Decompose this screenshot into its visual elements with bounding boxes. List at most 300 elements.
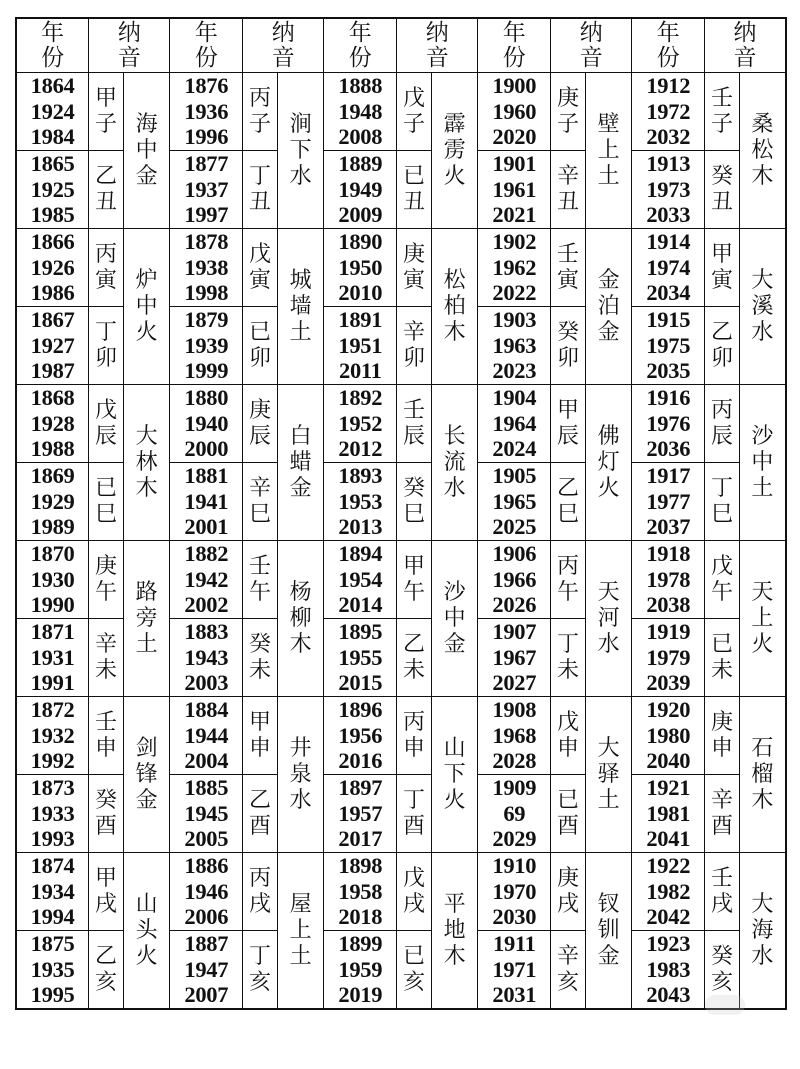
char: 壬: [402, 397, 425, 423]
year-cell: 1920 1980 2040: [632, 697, 705, 775]
char: 巳: [402, 501, 425, 527]
char: 寅: [95, 267, 118, 293]
header-year: 年 份: [632, 18, 705, 73]
char: 辰: [710, 423, 733, 449]
year-cell: 1872 1932 1992: [16, 697, 89, 775]
ganzhi-cell: [243, 931, 278, 1010]
year-cell: 1895 1955 2015: [324, 619, 397, 697]
char: 壬: [710, 85, 733, 111]
char: 泉: [289, 761, 312, 787]
year-cell: 1906 1966 2026: [478, 541, 551, 619]
char: 戊: [710, 553, 733, 579]
ganzhi-cell: [551, 619, 586, 697]
char: 金: [597, 319, 620, 345]
year-cell: 1912 1972 2032: [632, 73, 705, 151]
char: 天: [597, 579, 620, 605]
char: 钏: [597, 917, 620, 943]
char: 土: [289, 943, 312, 969]
char: 水: [597, 631, 620, 657]
char: 辛: [710, 787, 733, 813]
ganzhi-cell: [243, 775, 278, 853]
ganzhi-cell: [89, 619, 124, 697]
nayin-cell: [431, 541, 478, 697]
char: 火: [443, 163, 466, 189]
ganzhi-cell: [705, 307, 740, 385]
nayin-cell: [431, 385, 478, 541]
char: 地: [443, 917, 466, 943]
char: 丙: [248, 865, 271, 891]
char: 寅: [556, 267, 579, 293]
char: 未: [710, 657, 733, 683]
ganzhi-cell: [397, 151, 432, 229]
ganzhi-cell: [243, 619, 278, 697]
char: 庚: [95, 553, 118, 579]
char: 酉: [402, 813, 425, 839]
year-cell: 1922 1982 2042: [632, 853, 705, 931]
char: 丑: [402, 189, 425, 215]
char: 辰: [402, 423, 425, 449]
year-cell: 1900 1960 2020: [478, 73, 551, 151]
header-nayin: 纳 音: [89, 18, 170, 73]
ganzhi-cell: [551, 931, 586, 1010]
char: 已: [248, 319, 271, 345]
nayin-cell: [739, 229, 786, 385]
ganzhi-cell: [551, 385, 586, 463]
ganzhi-cell: [89, 463, 124, 541]
header-year: 年 份: [324, 18, 397, 73]
header-year: 年 份: [478, 18, 551, 73]
char: 戊: [402, 865, 425, 891]
char: 土: [751, 475, 774, 501]
char: 大: [135, 423, 158, 449]
char: 头: [135, 917, 158, 943]
char: 丙: [402, 709, 425, 735]
nayin-cell: [277, 229, 324, 385]
char: 壬: [710, 865, 733, 891]
char: 庚: [710, 709, 733, 735]
header-nayin: 纳 音: [705, 18, 786, 73]
year-cell: 1890 1950 2010: [324, 229, 397, 307]
char: 甲: [95, 865, 118, 891]
char: 木: [135, 475, 158, 501]
year-cell: 1905 1965 2025: [478, 463, 551, 541]
year-cell: 1879 1939 1999: [170, 307, 243, 385]
char: 子: [556, 111, 579, 137]
char: 戊: [556, 709, 579, 735]
nayin-year-table: [15, 17, 787, 1010]
year-cell: 1870 1930 1990: [16, 541, 89, 619]
nayin-cell: [585, 385, 632, 541]
char: 午: [248, 579, 271, 605]
ganzhi-cell: [243, 463, 278, 541]
char: 辛: [556, 163, 579, 189]
char: 沙: [751, 423, 774, 449]
char: 辛: [95, 631, 118, 657]
char: 海: [135, 111, 158, 137]
char: 戌: [710, 891, 733, 917]
nayin-cell: [123, 541, 170, 697]
ganzhi-cell: [397, 73, 432, 151]
year-cell: 1901 1961 2021: [478, 151, 551, 229]
table-row: [16, 229, 786, 307]
char: 水: [289, 163, 312, 189]
char: 卯: [95, 345, 118, 371]
char: 下: [289, 137, 312, 163]
ganzhi-cell: [551, 775, 586, 853]
ganzhi-cell: [89, 73, 124, 151]
char: 申: [402, 735, 425, 761]
char: 癸: [248, 631, 271, 657]
char: 丁: [402, 787, 425, 813]
char: 中: [135, 137, 158, 163]
char: 柳: [289, 605, 312, 631]
char: 庚: [556, 85, 579, 111]
char: 壬: [556, 241, 579, 267]
nayin-cell: [739, 385, 786, 541]
char: 乙: [556, 475, 579, 501]
char: 巳: [248, 501, 271, 527]
char: 水: [443, 475, 466, 501]
year-cell: 1904 1964 2024: [478, 385, 551, 463]
char: 已: [402, 943, 425, 969]
year-cell: 1893 1953 2013: [324, 463, 397, 541]
ganzhi-cell: [551, 853, 586, 931]
char: 亥: [248, 969, 271, 995]
char: 长: [443, 423, 466, 449]
year-cell: 1898 1958 2018: [324, 853, 397, 931]
char: 丑: [248, 189, 271, 215]
char: 平: [443, 891, 466, 917]
header-nayin: 纳 音: [397, 18, 478, 73]
year-cell: 1880 1940 2000: [170, 385, 243, 463]
char: 土: [289, 319, 312, 345]
table-row: [16, 541, 786, 619]
char: 戊: [95, 397, 118, 423]
year-cell: 1877 1937 1997: [170, 151, 243, 229]
ganzhi-cell: [397, 853, 432, 931]
char: 石: [751, 735, 774, 761]
char: 火: [751, 631, 774, 657]
watermark-badge: [705, 995, 745, 1015]
char: 大: [751, 891, 774, 917]
ganzhi-cell: [397, 307, 432, 385]
year-cell: 1907 1967 2027: [478, 619, 551, 697]
year-cell: 1867 1927 1987: [16, 307, 89, 385]
year-cell: 1884 1944 2004: [170, 697, 243, 775]
char: 土: [597, 787, 620, 813]
char: 中: [135, 293, 158, 319]
char: 山: [443, 735, 466, 761]
year-cell: 1919 1979 2039: [632, 619, 705, 697]
char: 丁: [248, 943, 271, 969]
char: 戊: [248, 241, 271, 267]
year-cell: 1910 1970 2030: [478, 853, 551, 931]
char: 剑: [135, 735, 158, 761]
char: 辛: [248, 475, 271, 501]
ganzhi-cell: [551, 229, 586, 307]
char: 癸: [710, 943, 733, 969]
char: 水: [289, 787, 312, 813]
char: 木: [751, 787, 774, 813]
char: 寅: [402, 267, 425, 293]
char: 城: [289, 267, 312, 293]
char: 辰: [95, 423, 118, 449]
ganzhi-cell: [89, 541, 124, 619]
char: 火: [135, 943, 158, 969]
char: 午: [95, 579, 118, 605]
char: 井: [289, 735, 312, 761]
year-cell: 1911 1971 2031: [478, 931, 551, 1010]
ganzhi-cell: [705, 619, 740, 697]
char: 中: [443, 605, 466, 631]
char: 巳: [556, 501, 579, 527]
ganzhi-cell: [551, 73, 586, 151]
char: 午: [402, 579, 425, 605]
char: 下: [443, 761, 466, 787]
year-cell: 1891 1951 2011: [324, 307, 397, 385]
ganzhi-cell: [89, 931, 124, 1010]
table-row: [16, 697, 786, 775]
year-cell: 1921 1981 2041: [632, 775, 705, 853]
nayin-cell: [277, 697, 324, 853]
char: 炉: [135, 267, 158, 293]
year-cell: 1887 1947 2007: [170, 931, 243, 1010]
char: 涧: [289, 111, 312, 137]
char: 金: [597, 943, 620, 969]
char: 辰: [248, 423, 271, 449]
char: 杨: [289, 579, 312, 605]
char: 癸: [710, 163, 733, 189]
char: 寅: [248, 267, 271, 293]
char: 酉: [556, 813, 579, 839]
char: 大: [597, 735, 620, 761]
char: 乙: [402, 631, 425, 657]
year-cell: 1866 1926 1986: [16, 229, 89, 307]
char: 流: [443, 449, 466, 475]
year-cell: 1923 1983 2043: [632, 931, 705, 1010]
char: 亥: [710, 969, 733, 995]
char: 丙: [556, 553, 579, 579]
char: 上: [751, 605, 774, 631]
year-cell: 1865 1925 1985: [16, 151, 89, 229]
char: 锋: [135, 761, 158, 787]
year-cell: 1915 1975 2035: [632, 307, 705, 385]
nayin-cell: [123, 229, 170, 385]
table-row: [16, 73, 786, 151]
char: 佛: [597, 423, 620, 449]
char: 辰: [556, 423, 579, 449]
char: 酉: [95, 813, 118, 839]
ganzhi-cell: [551, 697, 586, 775]
char: 乙: [248, 787, 271, 813]
char: 溪: [751, 293, 774, 319]
ganzhi-cell: [705, 73, 740, 151]
char: 乙: [95, 163, 118, 189]
char: 壬: [248, 553, 271, 579]
char: 林: [135, 449, 158, 475]
year-cell: 1885 1945 2005: [170, 775, 243, 853]
char: 河: [597, 605, 620, 631]
char: 甲: [402, 553, 425, 579]
char: 辛: [556, 943, 579, 969]
table-row: [16, 385, 786, 463]
char: 甲: [710, 241, 733, 267]
char: 金: [135, 163, 158, 189]
ganzhi-cell: [551, 307, 586, 385]
nayin-cell: [739, 853, 786, 1010]
year-cell: 1883 1943 2003: [170, 619, 243, 697]
char: 丙: [95, 241, 118, 267]
year-cell: 1913 1973 2033: [632, 151, 705, 229]
char: 酉: [710, 813, 733, 839]
char: 戌: [248, 891, 271, 917]
year-cell: 1916 1976 2036: [632, 385, 705, 463]
year-cell: 1876 1936 1996: [170, 73, 243, 151]
year-cell: 1896 1956 2016: [324, 697, 397, 775]
year-cell: 1897 1957 2017: [324, 775, 397, 853]
ganzhi-cell: [397, 619, 432, 697]
char: 午: [556, 579, 579, 605]
char: 松: [751, 137, 774, 163]
char: 子: [95, 111, 118, 137]
char: 金: [135, 787, 158, 813]
char: 卯: [402, 345, 425, 371]
year-cell: 1888 1948 2008: [324, 73, 397, 151]
ganzhi-cell: [705, 229, 740, 307]
char: 木: [443, 943, 466, 969]
char: 卯: [556, 345, 579, 371]
nayin-cell: [585, 697, 632, 853]
char: 亥: [402, 969, 425, 995]
year-cell: 1909 69 2029: [478, 775, 551, 853]
char: 火: [597, 475, 620, 501]
year-cell: 1892 1952 2012: [324, 385, 397, 463]
ganzhi-cell: [551, 151, 586, 229]
char: 庚: [402, 241, 425, 267]
header-row: [16, 18, 786, 73]
ganzhi-cell: [397, 229, 432, 307]
year-cell: 1875 1935 1995: [16, 931, 89, 1010]
nayin-cell: [277, 385, 324, 541]
char: 木: [443, 319, 466, 345]
year-cell: 1917 1977 2037: [632, 463, 705, 541]
char: 午: [710, 579, 733, 605]
char: 驿: [597, 761, 620, 787]
char: 金: [289, 475, 312, 501]
char: 丁: [248, 163, 271, 189]
char: 山: [135, 891, 158, 917]
char: 巳: [710, 501, 733, 527]
char: 子: [248, 111, 271, 137]
nayin-cell: [739, 697, 786, 853]
char: 壬: [95, 709, 118, 735]
ganzhi-cell: [243, 697, 278, 775]
char: 丑: [710, 189, 733, 215]
char: 霹: [443, 111, 466, 137]
ganzhi-cell: [89, 853, 124, 931]
char: 柏: [443, 293, 466, 319]
year-cell: 1899 1959 2019: [324, 931, 397, 1010]
char: 钗: [597, 891, 620, 917]
ganzhi-cell: [705, 385, 740, 463]
year-cell: 1871 1931 1991: [16, 619, 89, 697]
ganzhi-cell: [243, 229, 278, 307]
char: 沙: [443, 579, 466, 605]
char: 蜡: [289, 449, 312, 475]
year-cell: 1873 1933 1993: [16, 775, 89, 853]
char: 屋: [289, 891, 312, 917]
char: 旁: [135, 605, 158, 631]
char: 木: [751, 163, 774, 189]
char: 戌: [95, 891, 118, 917]
char: 未: [402, 657, 425, 683]
char: 路: [135, 579, 158, 605]
header-nayin: 纳 音: [551, 18, 632, 73]
char: 甲: [556, 397, 579, 423]
char: 中: [751, 449, 774, 475]
header-nayin: 纳 音: [243, 18, 324, 73]
nayin-cell: [431, 229, 478, 385]
char: 丑: [95, 189, 118, 215]
ganzhi-cell: [397, 541, 432, 619]
header-year: 年 份: [170, 18, 243, 73]
char: 未: [556, 657, 579, 683]
char: 榴: [751, 761, 774, 787]
nayin-cell: [277, 541, 324, 697]
ganzhi-cell: [705, 853, 740, 931]
char: 亥: [95, 969, 118, 995]
char: 木: [289, 631, 312, 657]
char: 戌: [402, 891, 425, 917]
char: 丁: [556, 631, 579, 657]
ganzhi-cell: [705, 151, 740, 229]
ganzhi-cell: [397, 775, 432, 853]
char: 灯: [597, 449, 620, 475]
ganzhi-cell: [89, 307, 124, 385]
char: 土: [597, 163, 620, 189]
char: 癸: [556, 319, 579, 345]
ganzhi-cell: [89, 697, 124, 775]
char: 亥: [556, 969, 579, 995]
ganzhi-cell: [243, 853, 278, 931]
char: 丙: [248, 85, 271, 111]
char: 上: [597, 137, 620, 163]
table-row: [16, 853, 786, 931]
char: 戌: [556, 891, 579, 917]
char: 已: [556, 787, 579, 813]
year-cell: 1889 1949 2009: [324, 151, 397, 229]
char: 未: [95, 657, 118, 683]
ganzhi-cell: [89, 775, 124, 853]
ganzhi-cell: [551, 541, 586, 619]
char: 申: [248, 735, 271, 761]
char: 水: [751, 943, 774, 969]
char: 白: [289, 423, 312, 449]
nayin-cell: [585, 73, 632, 229]
year-cell: 1903 1963 2023: [478, 307, 551, 385]
char: 申: [95, 735, 118, 761]
ganzhi-cell: [705, 697, 740, 775]
char: 大: [751, 267, 774, 293]
char: 庚: [248, 397, 271, 423]
year-cell: 1914 1974 2034: [632, 229, 705, 307]
ganzhi-cell: [243, 385, 278, 463]
char: 墙: [289, 293, 312, 319]
char: 庚: [556, 865, 579, 891]
char: 巳: [95, 501, 118, 527]
char: 子: [710, 111, 733, 137]
char: 丁: [95, 319, 118, 345]
